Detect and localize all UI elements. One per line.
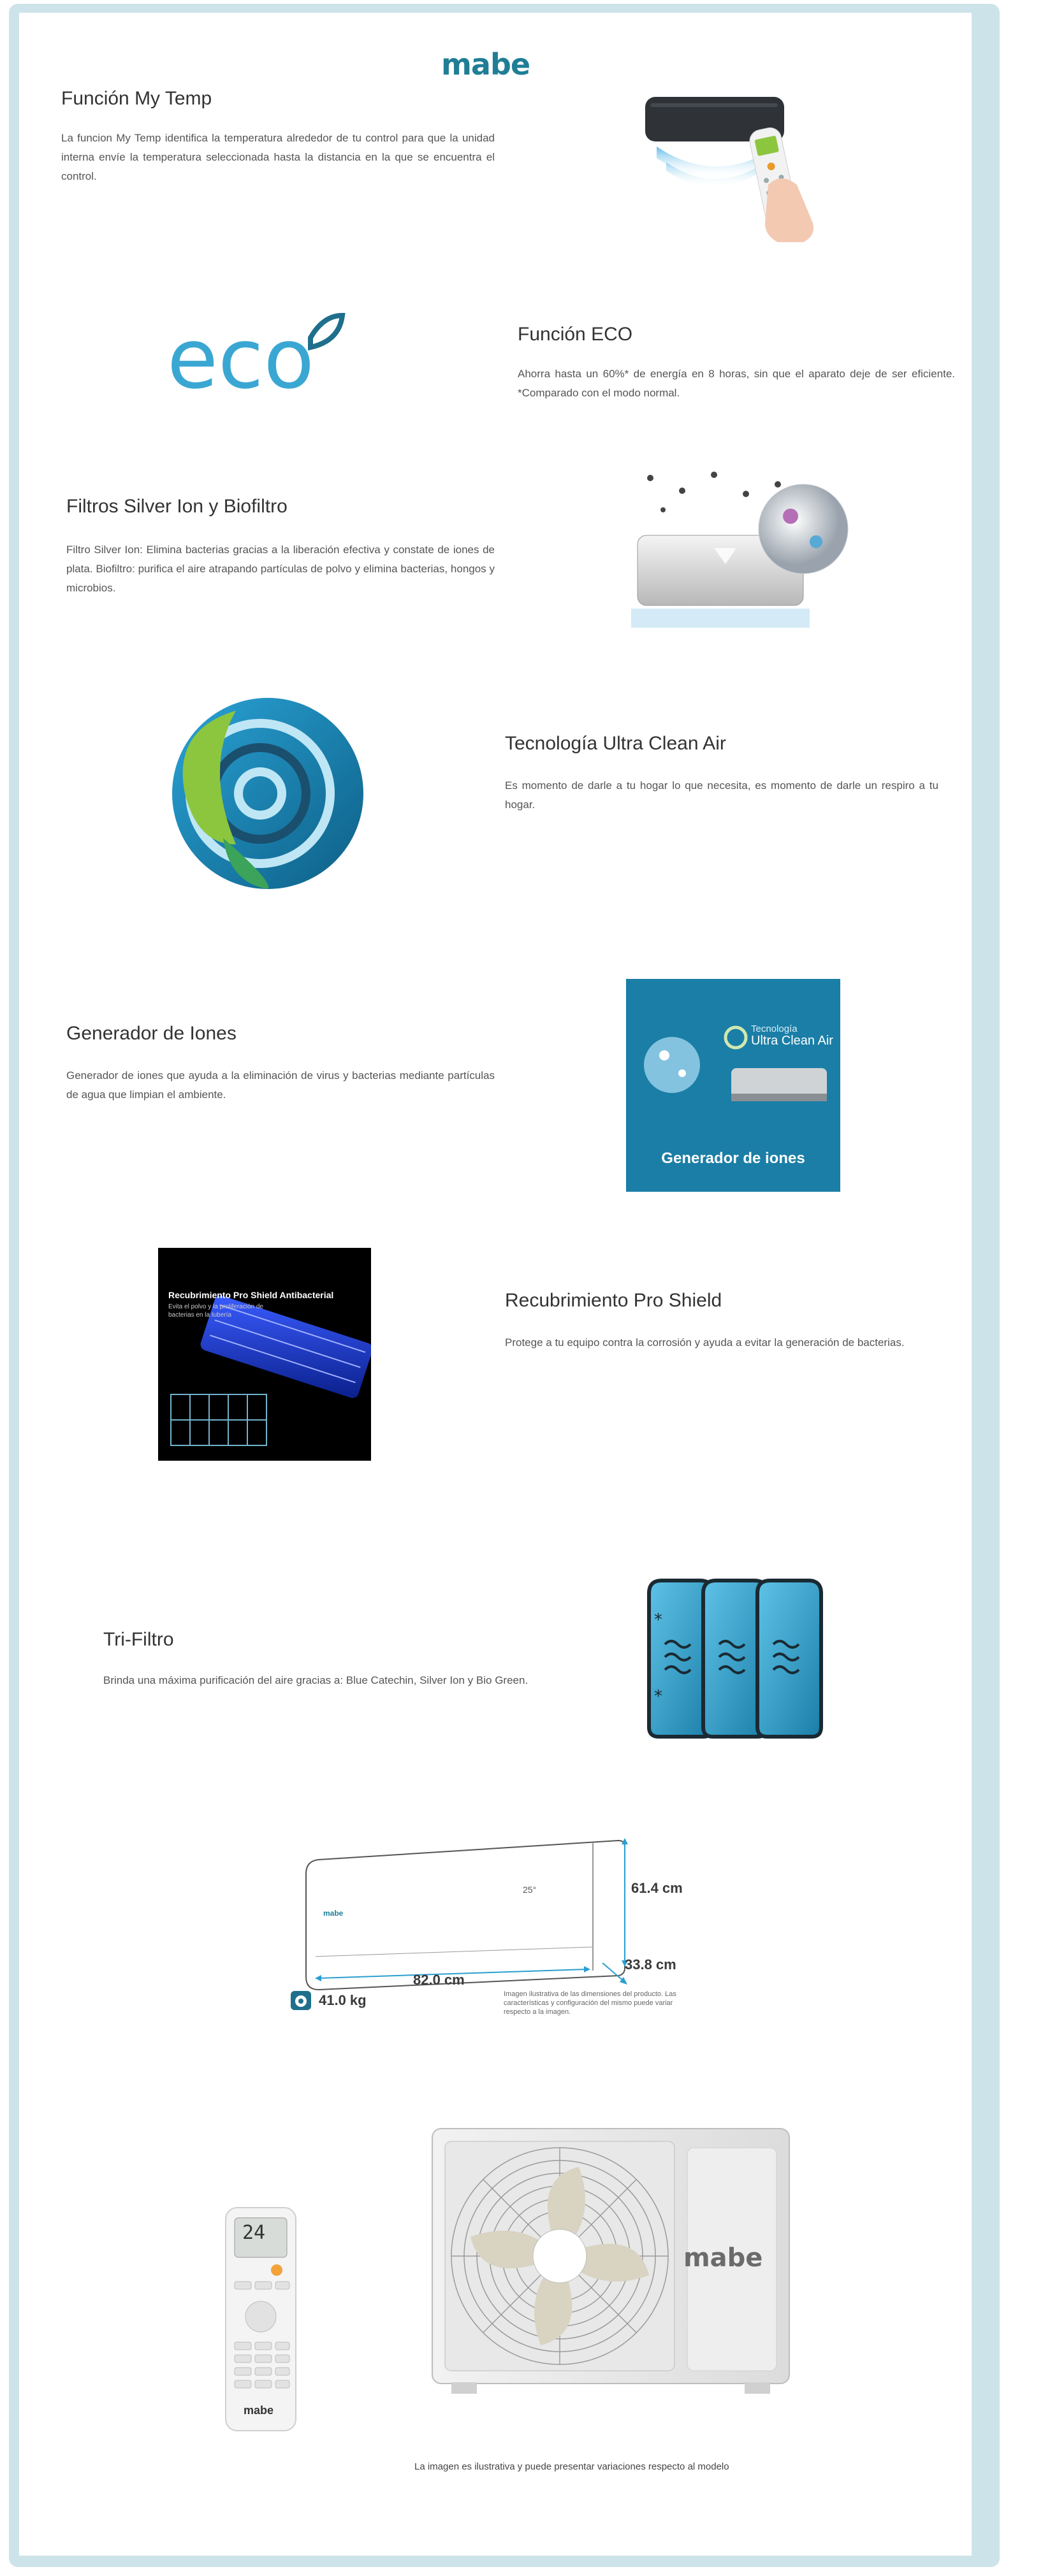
section-title-my-temp: Función My Temp — [61, 88, 212, 109]
section-text-my-temp: La funcion My Temp identifica la temperatura alrededor de tu control para que la unidad interna envíe la temperatura seleccionada hasta la distancia en la que se encuentra el control. — [61, 132, 495, 182]
dimension-note: Imagen ilustrativa de las dimensiones del producto. Las características y configuración del mismo puede variar respecto a la imagen. — [504, 1990, 676, 2016]
indoor-unit-display: 25° — [523, 1885, 537, 1895]
iones-image-small-text: Tecnología — [751, 1024, 798, 1034]
weight-icon — [288, 1987, 314, 2013]
eco-logo-text: eco — [167, 312, 314, 402]
dimension-width: 82.0 cm — [413, 1972, 465, 1988]
outdoor-unit-brand: mabe — [683, 2243, 763, 2273]
remote-brand: mabe — [244, 2404, 274, 2417]
section-text-tri-filtro: Brinda una máxima purificación del aire gracias a: Blue Catechin, Silver Ion y Bio Green. — [103, 1674, 529, 1686]
section-title-eco: Función ECO — [518, 324, 633, 345]
indoor-unit-dimensions-diagram — [293, 1835, 663, 2001]
pro-shield-image-sub: Evita el polvo y la proliferación de bacterias en la tubería — [168, 1303, 263, 1319]
iones-image-big-text: Ultra Clean Air — [751, 1034, 833, 1048]
section-title-silver-ion: Filtros Silver Ion y Biofiltro — [66, 496, 288, 517]
eco-logo — [167, 312, 352, 402]
pro-shield-image-title: Recubrimiento Pro Shield Antibacterial — [168, 1290, 334, 1300]
ultra-clean-air-logo — [159, 691, 370, 902]
section-title-pro-shield: Recubrimiento Pro Shield — [505, 1290, 722, 1311]
indoor-unit-brand: mabe — [323, 1909, 344, 1918]
section-title-tri-filtro: Tri-Filtro — [103, 1629, 174, 1650]
section-title-ultra-clean-air: Tecnología Ultra Clean Air — [505, 733, 726, 754]
section-text-iones: Generador de iones que ayuda a la eliminación de virus y bacterias mediante partículas de agua que limpian el ambiente. — [66, 1069, 495, 1101]
tri-filter-illustration — [643, 1574, 840, 1746]
svg-text:*: * — [654, 1610, 662, 1630]
section-text-pro-shield: Protege a tu equipo contra la corrosión y ayuda a evitar la generación de bacterias. — [505, 1336, 905, 1349]
section-text-ultra-clean-air: Es momento de darle a tu hogar lo que necesita, es momento de darle un respiro a tu hogar. — [505, 779, 938, 811]
mabe-logo[interactable]: mabe — [441, 47, 530, 82]
ac-remote-illustration — [631, 89, 848, 249]
remote-display: 24 — [242, 2222, 266, 2244]
silver-ion-illustration — [625, 465, 861, 644]
dimension-height: 61.4 cm — [631, 1880, 683, 1896]
section-title-iones: Generador de Iones — [66, 1023, 237, 1044]
iones-image-caption: Generador de iones — [661, 1150, 805, 1167]
svg-text:*: * — [654, 1687, 662, 1706]
pro-shield-image — [158, 1248, 371, 1461]
section-text-silver-ion: Filtro Silver Ion: Elimina bacterias gracias a la liberación efectiva y constate de iones de plata. Biofiltro: purifica el aire atrapando partículas de polvo y elimina bacterias, hongos y microbios. — [66, 544, 495, 594]
section-text-eco: Ahorra hasta un 60%* de energía en 8 horas, sin que el aparato deje de ser eficiente. *Comparado con el modo normal. — [518, 368, 955, 399]
dimension-depth: 33.8 cm — [625, 1957, 676, 1972]
iones-image — [626, 979, 840, 1192]
footer-caption: La imagen es ilustrativa y puede presentar variaciones respecto al modelo — [414, 2461, 729, 2472]
dimension-weight: 41.0 kg — [319, 1992, 367, 2008]
